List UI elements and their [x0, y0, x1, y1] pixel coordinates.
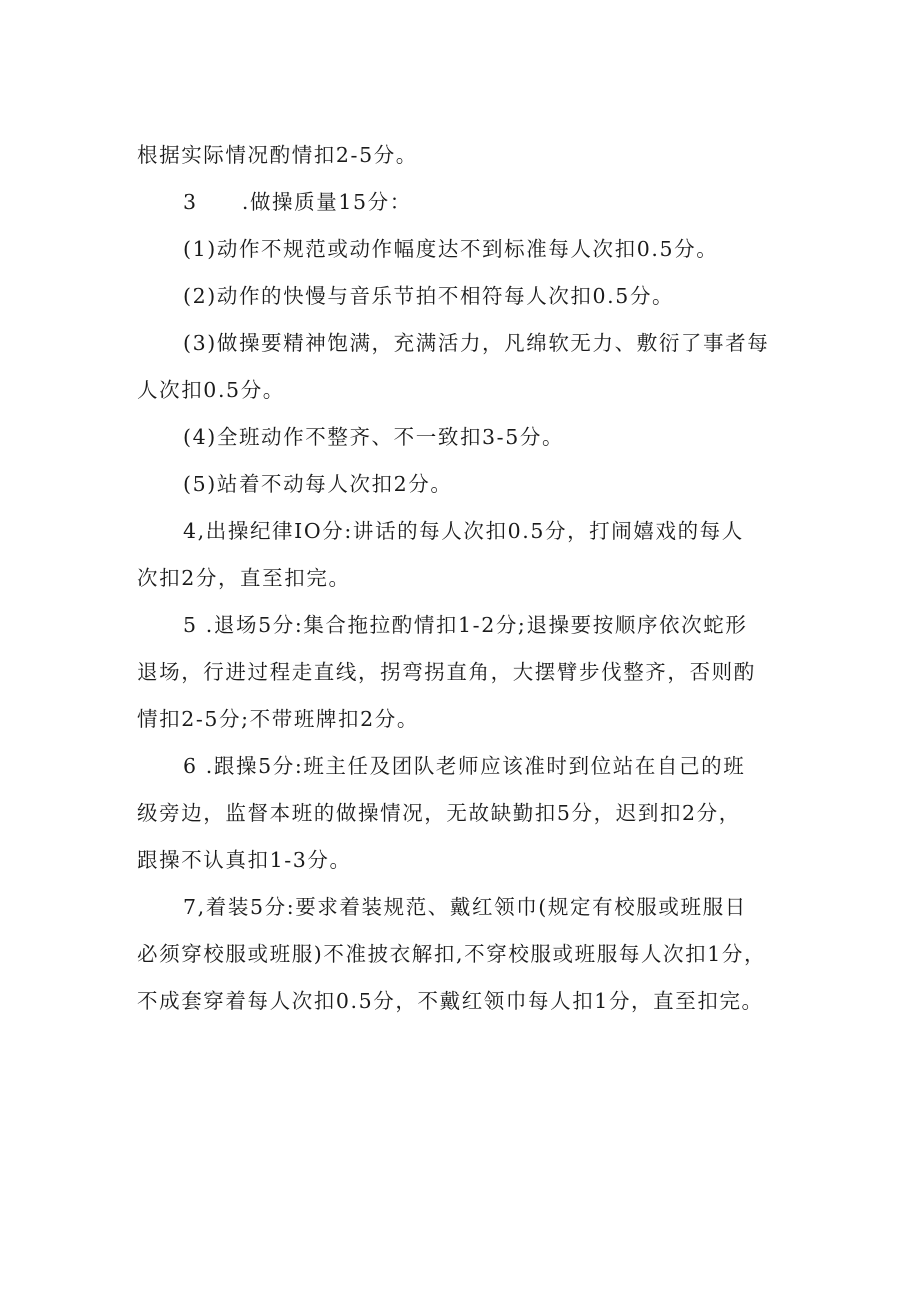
document-body: [137, 132, 809, 1025]
text-line: 级旁边，监督本班的做操情况，无故缺勤扣5分，迟到扣2分，: [137, 801, 741, 825]
text-line: (5)站着不动每人次扣2分。: [183, 472, 453, 496]
text-line: (3)做操要精神饱满，充满活力，凡绵软无力、敷衍了事者每: [183, 331, 770, 355]
text-line: 不成套穿着每人次扣0.5分，不戴红领巾每人扣1分，直至扣完。: [137, 989, 764, 1013]
item-5: [137, 461, 809, 508]
paragraph-intro: [137, 132, 809, 179]
section-3-heading: [137, 179, 809, 226]
text-line: (1)动作不规范或动作幅度达不到标准每人次扣0.5分。: [183, 237, 719, 261]
section-7: [137, 884, 809, 1025]
text-line: (4)全班动作不整齐、不一致扣3-5分。: [183, 425, 565, 449]
text-line: 退场，行进过程走直线，拐弯拐直角，大摆臂步伐整齐，否则酌: [137, 660, 756, 684]
text-line: 次扣2分，直至扣完。: [137, 566, 351, 590]
item-4: [137, 414, 809, 461]
section-4: [137, 508, 809, 602]
text-line: 必须穿校服或班服)不准披衣解扣,不穿校服或班服每人次扣1分，: [137, 942, 767, 966]
text-line: 7,着装5分:要求着装规范、戴红领巾(规定有校服或班服日: [183, 895, 747, 919]
text-line: 6 .跟操5分:班主任及团队老师应该准时到位站在自己的班: [183, 754, 746, 778]
text-line: 5 .退场5分:集合拖拉酌情扣1-2分;退操要按顺序依次蛇形: [183, 613, 748, 637]
item-1: [137, 226, 809, 273]
text-line: 4,出操纪律IO分:讲话的每人次扣0.5分，打闹嬉戏的每人: [183, 519, 744, 543]
text-line: 3 .做操质量15分：: [183, 190, 412, 214]
section-5: [137, 602, 809, 743]
text-line: 根据实际情况酌情扣2-5分。: [137, 143, 418, 167]
item-3: [137, 320, 809, 414]
text-line: 情扣2-5分;不带班牌扣2分。: [137, 707, 419, 731]
section-6: [137, 743, 809, 884]
text-line: 人次扣0.5分。: [137, 378, 285, 402]
item-2: [137, 273, 809, 320]
text-line: 跟操不认真扣1-3分。: [137, 848, 352, 872]
text-line: (2)动作的快慢与音乐节拍不相符每人次扣0.5分。: [183, 284, 675, 308]
